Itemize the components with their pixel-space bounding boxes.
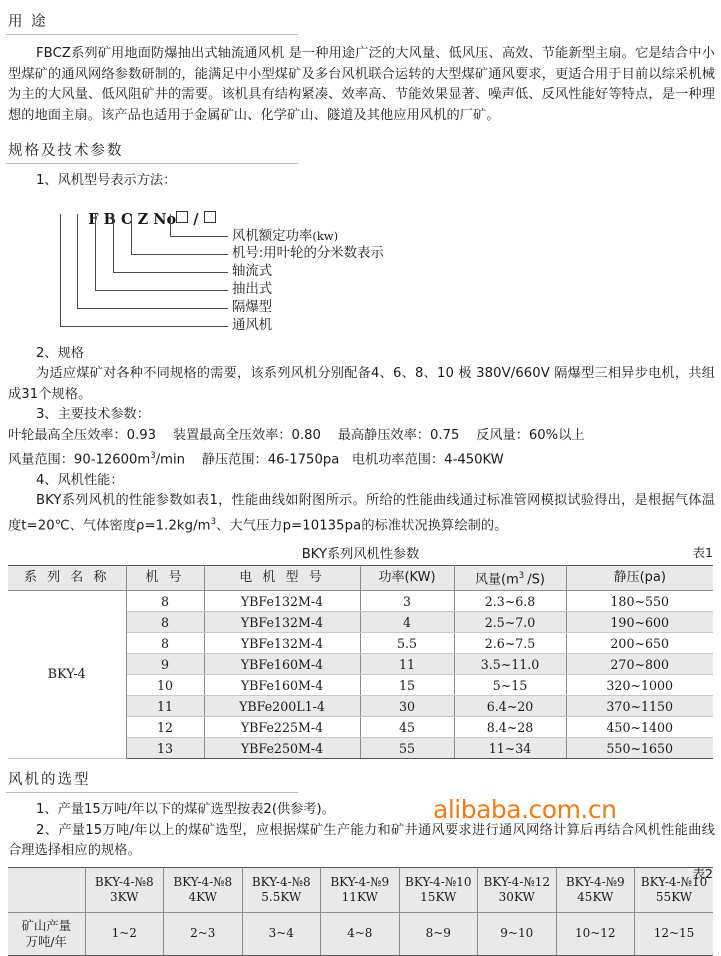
code-no-prefix: No bbox=[153, 210, 177, 228]
diagram-label-axial: 轴流式 bbox=[232, 263, 273, 279]
cell-static-pressure: 320~1000 bbox=[566, 675, 713, 696]
cell-motor-model: YBFe250M-4 bbox=[204, 738, 360, 759]
col-header-static-pressure: 静压(pa) bbox=[566, 565, 713, 590]
cell-motor-model: YBFe132M-4 bbox=[204, 591, 360, 612]
cell-static-pressure: 200~650 bbox=[566, 633, 713, 654]
specs-item-2: 2、规格 bbox=[36, 345, 84, 361]
table2-col-header: BKY-4-№10 15KW bbox=[399, 867, 478, 912]
cell-machine-no: 12 bbox=[126, 717, 204, 738]
leader-h-fan bbox=[60, 326, 228, 327]
table2-col-header: BKY-4-№12 30KW bbox=[478, 867, 557, 912]
cell-static-pressure: 180~550 bbox=[566, 591, 713, 612]
specs-item-1: 1、风机型号表示方法： bbox=[36, 173, 177, 188]
code-letter-z: Z bbox=[137, 210, 149, 228]
model-code-diagram bbox=[0, 192, 721, 344]
page-title: 用 途 bbox=[8, 14, 48, 30]
table2-col-header: BKY-4-№10 55KW bbox=[635, 867, 714, 912]
diagram-label-explosionproof: 隔爆型 bbox=[232, 299, 273, 315]
table-row bbox=[8, 591, 713, 612]
table2-output-cell: 3~4 bbox=[242, 912, 321, 955]
cell-machine-no: 10 bbox=[126, 675, 204, 696]
cell-machine-no: 11 bbox=[126, 696, 204, 717]
cell-static-pressure: 550~1650 bbox=[566, 738, 713, 759]
table2-col-header: BKY-4-№9 11KW bbox=[321, 867, 400, 912]
table2-corner-cell bbox=[8, 867, 85, 912]
table1-caption: BKY系列风机性参数 bbox=[301, 546, 420, 562]
cell-power: 30 bbox=[360, 696, 454, 717]
fan-performance-table bbox=[8, 565, 713, 759]
cell-power: 4 bbox=[360, 612, 454, 633]
density-unit-exponent: 3 bbox=[210, 516, 217, 527]
code-slash: / bbox=[193, 210, 199, 228]
col-header-power: 功率(KW) bbox=[360, 565, 454, 590]
cell-airflow: 3.5~11.0 bbox=[454, 654, 566, 675]
cell-machine-no: 9 bbox=[126, 654, 204, 675]
param-static-efficiency: 最高静压效率：0.75 bbox=[337, 427, 460, 443]
table1-body bbox=[8, 591, 713, 759]
table2-output-cell: 10~12 bbox=[556, 912, 635, 955]
table2-col-header: BKY-4-№8 5.5KW bbox=[242, 867, 321, 912]
cell-airflow: 6.4~20 bbox=[454, 696, 566, 717]
cell-airflow: 2.3~6.8 bbox=[454, 591, 566, 612]
code-box-power bbox=[204, 211, 216, 223]
usage-paragraph: FBCZ系列矿用地面防爆抽出式轴流通风机 是一种用途广泛的大风量、低风压、高效、节能新型主扇。它是结合中小型煤矿的通风网络参数研制的，能满足中小型煤矿及多台风机联合运转的大型煤矿通风要求，更适合用于目前以综采机械为主的大风量、低风阻矿井的需要。该机具有结构紧凑、效率高、节能效果显著、噪声低、反风性能好等特点，是一种理想的地面主扇。该产品也适用于金属矿山、化学矿山、隧道及其他应用风机的厂矿。 bbox=[8, 46, 715, 123]
cell-motor-model: YBFe160M-4 bbox=[204, 675, 360, 696]
selection-item-1: 1、产量15万吨/年以下的煤矿选型按表2(供参考)。 bbox=[36, 802, 335, 818]
specs-item-2-body: 为适应煤矿对各种不同规格的需要，该系列风机分别配备4、6、8、10 极 380V/660V 隔爆型三相异步电机，共组成31个规格。 bbox=[8, 366, 715, 402]
diagram-label-machine-no: 机号:用叶轮的分米数表示 bbox=[232, 245, 384, 261]
col-header-series: 系 列 名 称 bbox=[8, 565, 126, 590]
params-line-1 bbox=[0, 426, 721, 447]
cell-power: 3 bbox=[360, 591, 454, 612]
cell-motor-model: YBFe132M-4 bbox=[204, 633, 360, 654]
leader-h-machine-no bbox=[131, 254, 228, 255]
cell-machine-no: 8 bbox=[126, 591, 204, 612]
col-header-motor-model: 电 机 型 号 bbox=[204, 565, 360, 590]
leader-h-exhaust bbox=[95, 290, 228, 291]
specs-heading: 规格及技术参数 bbox=[8, 143, 124, 159]
cell-power: 15 bbox=[360, 675, 454, 696]
specs-item-3: 3、主要技术参数： bbox=[36, 407, 150, 422]
param-reverse-airflow: 反风量：60%以上 bbox=[476, 427, 585, 443]
leader-v-machine-no bbox=[131, 214, 132, 254]
table1-header-row bbox=[8, 565, 713, 590]
cell-power: 5.5 bbox=[360, 633, 454, 654]
cell-power: 11 bbox=[360, 654, 454, 675]
table2-tag: 表2 bbox=[692, 865, 713, 881]
cell-motor-model: YBFe225M-4 bbox=[204, 717, 360, 738]
cell-static-pressure: 270~800 bbox=[566, 654, 713, 675]
leader-v-fan bbox=[60, 214, 61, 326]
performance-text-a: BKY系列风机的性能参数如表1，性能曲线如附图所示。所给的性能曲线通过标准管网模拟试验得出，是根据气体温度t=20℃、气体密度ρ=1.2kg/m bbox=[8, 493, 715, 534]
cell-airflow: 2.6~7.5 bbox=[454, 633, 566, 654]
table2-row-label: 矿山产量 万吨/年 bbox=[8, 912, 85, 955]
table2-header-row bbox=[8, 867, 713, 912]
diagram-label-rated-power: 风机额定功率(kw) bbox=[232, 228, 339, 244]
cell-airflow: 2.5~7.0 bbox=[454, 612, 566, 633]
cell-machine-no: 8 bbox=[126, 633, 204, 654]
specs-item-4-body bbox=[0, 491, 721, 536]
table2-output-cell: 4~8 bbox=[321, 912, 400, 955]
cell-motor-model: YBFe160M-4 bbox=[204, 654, 360, 675]
code-letter-f: F bbox=[88, 210, 99, 228]
param-device-efficiency: 装置最高全压效率：0.80 bbox=[172, 427, 321, 443]
table2-caption-row bbox=[0, 862, 721, 881]
cell-airflow: 11~34 bbox=[454, 738, 566, 759]
cell-power: 55 bbox=[360, 738, 454, 759]
alibaba-watermark: alibaba.com.cn bbox=[433, 795, 617, 824]
leader-v-axial bbox=[113, 214, 114, 272]
param-static-pressure-range: 静压范围：46-1750pa bbox=[201, 452, 340, 468]
leader-h-power bbox=[170, 236, 228, 237]
table2-output-cell: 9~10 bbox=[478, 912, 557, 955]
cell-machine-no: 13 bbox=[126, 738, 204, 759]
params-line-2 bbox=[0, 446, 721, 471]
param-impeller-efficiency: 叶轮最高全压效率：0.93 bbox=[8, 427, 157, 443]
table2-col-header: BKY-4-№8 3KW bbox=[85, 867, 164, 912]
cell-static-pressure: 450~1400 bbox=[566, 717, 713, 738]
table1-tag: 表1 bbox=[692, 544, 713, 560]
table2-values-row bbox=[8, 912, 713, 955]
cell-series-name: BKY-4 bbox=[8, 591, 126, 759]
leader-h-explosionproof bbox=[77, 308, 228, 309]
leader-h-axial bbox=[113, 272, 228, 273]
cell-motor-model: YBFe132M-4 bbox=[204, 612, 360, 633]
table1-caption-row bbox=[0, 541, 721, 565]
diagram-label-fan: 通风机 bbox=[232, 317, 273, 333]
cell-airflow: 8.4~28 bbox=[454, 717, 566, 738]
cell-static-pressure: 370~1150 bbox=[566, 696, 713, 717]
cell-motor-model: YBFe200L1-4 bbox=[204, 696, 360, 717]
selection-item-2: 2、产量15万吨/年以上的煤矿选型，应根据煤矿生产能力和矿井通风要求进行通风网络计算后再结合风机性能曲线合理选择相应的规格。 bbox=[8, 822, 715, 859]
param-motor-power-range: 电机功率范围：4-450KW bbox=[351, 452, 504, 468]
code-box-machine-no bbox=[176, 211, 188, 223]
model-code-string bbox=[58, 194, 216, 245]
table2-col-header: BKY-4-№8 4KW bbox=[164, 867, 243, 912]
table2-output-cell: 1~2 bbox=[85, 912, 164, 955]
cell-airflow: 5~15 bbox=[454, 675, 566, 696]
cell-static-pressure: 190~600 bbox=[566, 612, 713, 633]
table2-output-cell: 12~15 bbox=[635, 912, 714, 955]
diagram-label-exhaust: 抽出式 bbox=[232, 281, 273, 297]
col-header-airflow: 风量$(m^3/S)$ bbox=[454, 565, 566, 590]
table2-output-cell: 8~9 bbox=[399, 912, 478, 955]
param-airflow-range-tail: /min bbox=[155, 452, 186, 468]
specs-item-4: 4、风机性能： bbox=[36, 472, 124, 488]
table2-output-cell: 2~3 bbox=[164, 912, 243, 955]
leader-v-explosionproof bbox=[77, 214, 78, 308]
table2-col-header: BKY-4-№9 45KW bbox=[556, 867, 635, 912]
code-letter-c: C bbox=[120, 210, 133, 228]
leader-v-exhaust bbox=[95, 214, 96, 290]
param-airflow-range: 风量范围：90-12600m bbox=[8, 452, 151, 468]
col-header-machine-no: 机 号 bbox=[126, 565, 204, 590]
code-letter-b: B bbox=[103, 210, 116, 228]
performance-text-b: 、大气压力p=10135pa的标准状况换算绘制的。 bbox=[216, 518, 508, 534]
selection-heading: 风机的选型 bbox=[8, 772, 91, 789]
cell-machine-no: 8 bbox=[126, 612, 204, 633]
airflow-unit-exponent: 3 bbox=[150, 451, 156, 461]
fan-selection-table bbox=[8, 867, 713, 956]
leader-v-power bbox=[170, 214, 171, 236]
cell-power: 45 bbox=[360, 717, 454, 738]
